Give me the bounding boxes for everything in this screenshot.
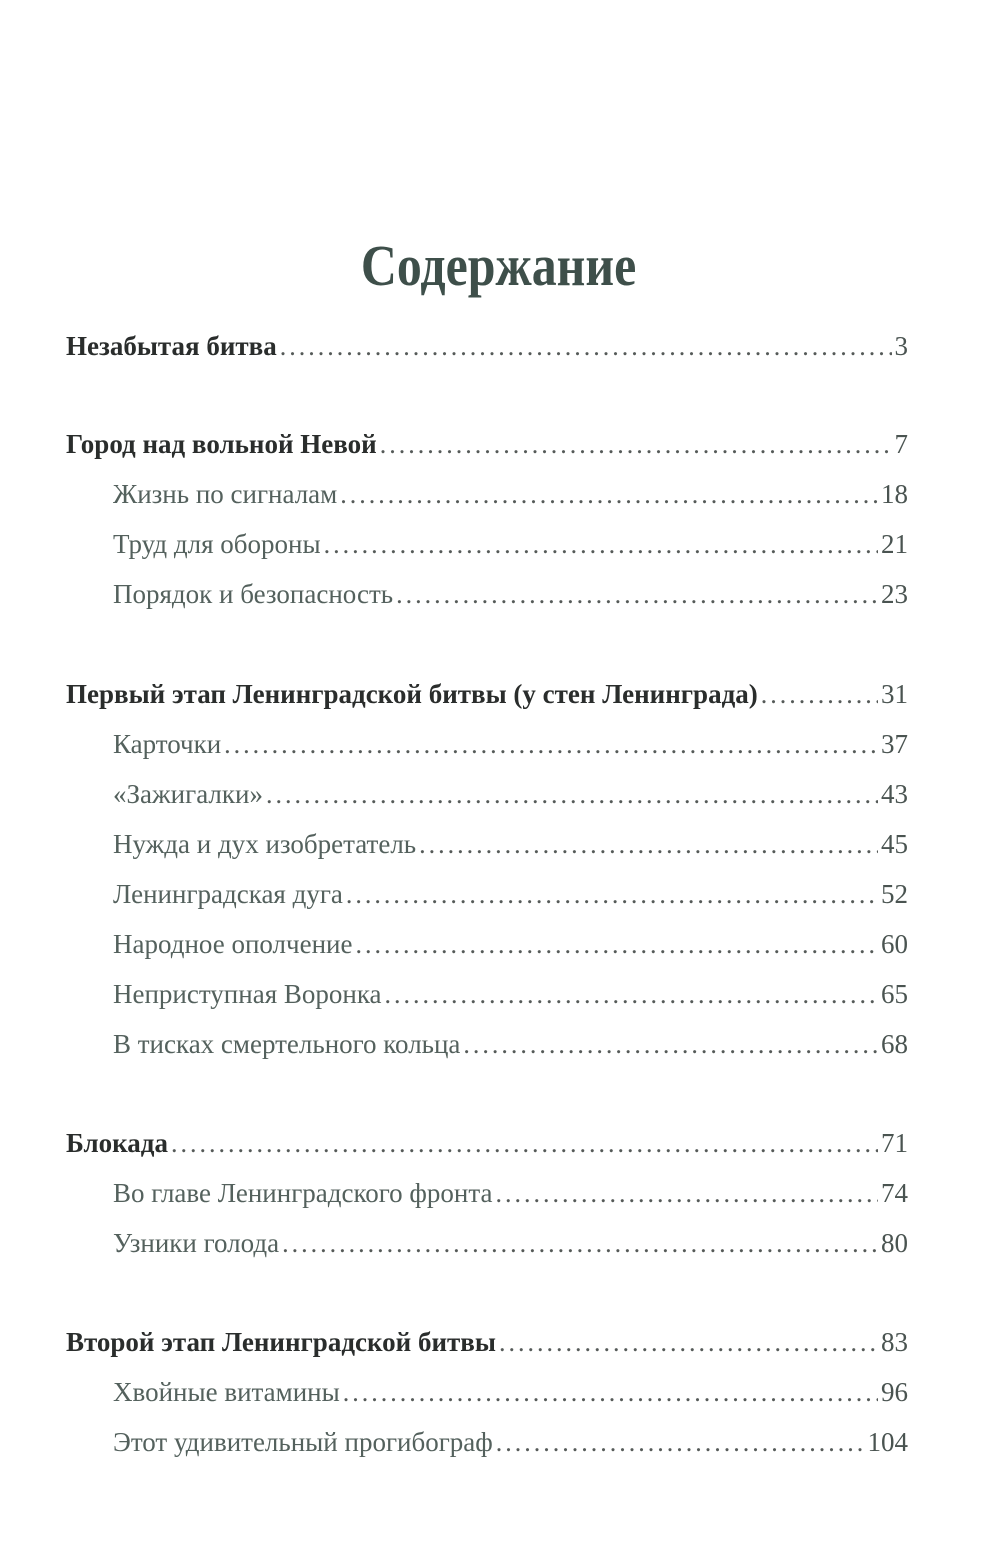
entry-page-number: 37: [881, 729, 908, 759]
entry-page-number: 104: [867, 1427, 908, 1457]
entry-title: Хвойные витамины: [113, 1377, 340, 1407]
toc-entry-sub[interactable]: [113, 474, 908, 514]
entry-page-number: 80: [881, 1228, 908, 1258]
entry-title: «Зажигалки»: [113, 779, 263, 809]
dot-leader: [340, 475, 878, 515]
toc-entry-sub[interactable]: [113, 524, 908, 564]
entry-page-number: 65: [881, 979, 908, 1009]
toc-entry-sub[interactable]: [113, 1223, 908, 1263]
entry-title: Незабытая битва: [66, 331, 277, 361]
toc-entry-sub[interactable]: [113, 574, 908, 614]
entry-page-number: 74: [881, 1178, 908, 1208]
toc-entry-sub[interactable]: [113, 874, 908, 914]
toc-entry-major[interactable]: [66, 424, 908, 464]
toc-entry-major[interactable]: [66, 674, 908, 714]
entry-title: Народное ополчение: [113, 929, 353, 959]
toc-entry-sub[interactable]: [113, 1173, 908, 1213]
dot-leader: [499, 1323, 878, 1363]
dot-leader: [385, 975, 878, 1015]
dot-leader: [463, 1025, 878, 1065]
entry-title: Блокада: [66, 1128, 168, 1158]
entry-title: Карточки: [113, 729, 222, 759]
entry-page-number: 52: [881, 879, 908, 909]
dot-leader: [380, 425, 892, 465]
dot-leader: [324, 525, 878, 565]
dot-leader: [355, 925, 878, 965]
entry-page-number: 43: [881, 779, 908, 809]
toc-entry-sub[interactable]: [113, 1372, 908, 1412]
entry-title: Нужда и дух изобретатель: [113, 829, 417, 859]
entry-page-number: 18: [881, 479, 908, 509]
entry-title: Второй этап Ленинградской битвы: [66, 1327, 496, 1357]
entry-page-number: 21: [881, 529, 908, 559]
toc-entry-sub[interactable]: [113, 724, 908, 764]
toc-entry-sub[interactable]: [113, 974, 908, 1014]
entry-page-number: 7: [894, 429, 908, 459]
entry-page-number: 71: [881, 1128, 908, 1158]
dot-leader: [419, 825, 878, 865]
dot-leader: [396, 575, 878, 615]
dot-leader: [496, 1423, 865, 1463]
entry-page-number: 96: [881, 1377, 908, 1407]
entry-page-number: 45: [881, 829, 908, 859]
entry-page-number: 23: [881, 579, 908, 609]
dot-leader: [266, 775, 878, 815]
entry-title: Во главе Ленинградского фронта: [113, 1178, 493, 1208]
dot-leader: [761, 675, 878, 715]
page-title: Содержание: [360, 233, 637, 298]
dot-leader: [171, 1124, 878, 1164]
dot-leader: [224, 725, 878, 765]
toc-entry-sub[interactable]: [113, 1024, 908, 1064]
entry-title: Узники голода: [113, 1228, 280, 1258]
entry-title: Город над вольной Невой: [66, 429, 377, 459]
entry-page-number: 31: [881, 679, 908, 709]
dot-leader: [280, 327, 892, 367]
toc-entry-sub[interactable]: [113, 824, 908, 864]
dot-leader: [346, 875, 878, 915]
toc-entry-sub[interactable]: [113, 774, 908, 814]
dot-leader: [495, 1174, 878, 1214]
dot-leader: [343, 1373, 878, 1413]
entry-title: В тисках смертельного кольца: [113, 1029, 461, 1059]
dot-leader: [282, 1224, 878, 1264]
toc-entry-major[interactable]: [66, 1322, 908, 1362]
entry-title: Первый этап Ленинградской битвы (у стен Ленинграда): [66, 679, 758, 709]
toc-entry-sub[interactable]: [113, 1422, 908, 1462]
entry-title: Ленинградская дуга: [113, 879, 343, 909]
toc-entry-major[interactable]: [66, 1123, 908, 1163]
entry-page-number: 68: [881, 1029, 908, 1059]
entry-title: Труд для обороны: [113, 529, 321, 559]
entry-page-number: 83: [881, 1327, 908, 1357]
entry-page-number: 3: [894, 331, 908, 361]
toc-entry-sub[interactable]: [113, 924, 908, 964]
entry-title: Порядок и безопасность: [113, 579, 394, 609]
toc-entry-major[interactable]: [66, 326, 908, 366]
entry-title: Жизнь по сигналам: [113, 479, 338, 509]
entry-title: Этот удивительный прогибограф: [113, 1427, 493, 1457]
entry-title: Неприступная Воронка: [113, 979, 382, 1009]
entry-page-number: 60: [881, 929, 908, 959]
